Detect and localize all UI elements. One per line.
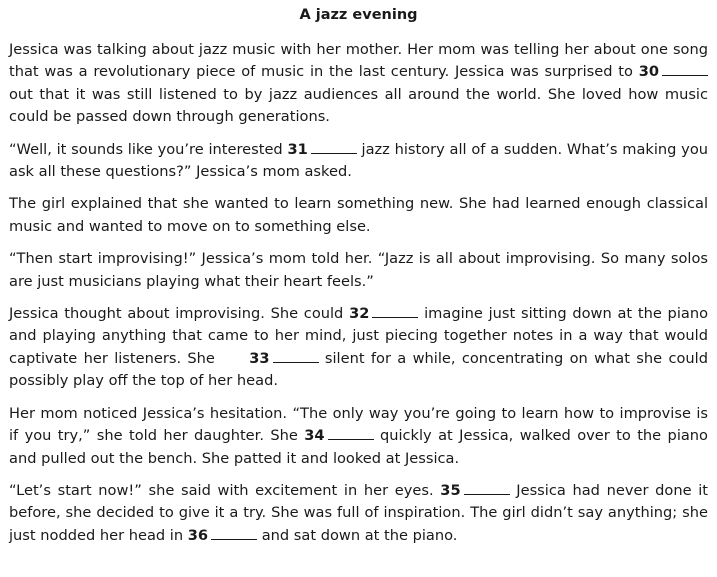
paragraph-5: [9, 303, 708, 393]
answer-blank-31[interactable]: [311, 141, 357, 154]
paragraph-text: Her mom noticed Jessica’s hesitation. “The only way you’re going to learn how to improvise is if you try,” she told her daughter. She: [9, 404, 708, 445]
question-number-32: 32: [349, 305, 370, 323]
question-number-34: 34: [304, 427, 325, 445]
paragraph-text: “Let’s start now!” she said with excitement in her eyes.: [9, 481, 441, 499]
paragraph-2: [9, 139, 708, 184]
paragraph-4: [9, 248, 708, 293]
answer-blank-33[interactable]: [273, 350, 319, 363]
paragraph-text: Jessica thought about improvising. She could: [9, 305, 350, 323]
answer-blank-35[interactable]: [464, 482, 510, 495]
paragraph-text: quickly at Jessica, walked over to the piano and pulled out the bench. She patted it and looked at Jessica.: [9, 427, 708, 467]
paragraph-1: [9, 39, 708, 129]
paragraph-text: imagine just sitting down at the piano and playing anything that came to her mind, just piecing together notes in a way that would captivate her listeners. She: [9, 305, 708, 367]
paragraph-3: [9, 193, 708, 238]
question-number-35: 35: [440, 481, 461, 499]
paragraph-6: [9, 403, 708, 470]
answer-blank-36[interactable]: [211, 527, 257, 540]
paragraph-text: and sat down at the piano.: [257, 526, 458, 544]
paragraph-text: Jessica was talking about jazz music with her mother. Her mom was telling her about one song that was a revolutionary piece of music in the last century. Jessica was surprised to: [9, 41, 708, 81]
question-number-33: 33: [249, 349, 270, 367]
answer-blank-34[interactable]: [328, 427, 374, 440]
answer-blank-32[interactable]: [372, 305, 418, 318]
answer-blank-30[interactable]: [662, 63, 708, 76]
paragraph-text: “Well, it sounds like you’re interested: [9, 140, 288, 158]
question-number-30: 30: [638, 63, 659, 81]
question-number-36: 36: [187, 526, 209, 544]
paragraph-text: silent for a while, concentrating on what she could possibly play off the top of her head.: [9, 349, 708, 390]
paragraph-text: “Then start improvising!” Jessica’s mom told her. “Jazz is all about improvising. So many solos are just musicians playing what their heart feels.”: [9, 250, 708, 290]
paragraph-text: jazz history all of a sudden. What’s making you ask all these questions?” Jessica’s mom asked.: [9, 140, 708, 181]
paragraph-text: The girl explained that she wanted to learn something new. She had learned enough classical music and wanted to move on to something else.: [9, 195, 708, 235]
paragraph-text: out that it was still listened to by jazz audiences all around the world. She loved how music could be passed down through generations.: [9, 85, 708, 126]
question-number-31: 31: [287, 140, 308, 158]
paragraph-text: Jessica had never done it before, she decided to give it a try. She was full of inspiration. The girl didn’t say anything; she just nodded her head in: [9, 481, 709, 544]
passage-title: A jazz evening: [299, 7, 418, 23]
paragraph-7: [9, 480, 708, 547]
